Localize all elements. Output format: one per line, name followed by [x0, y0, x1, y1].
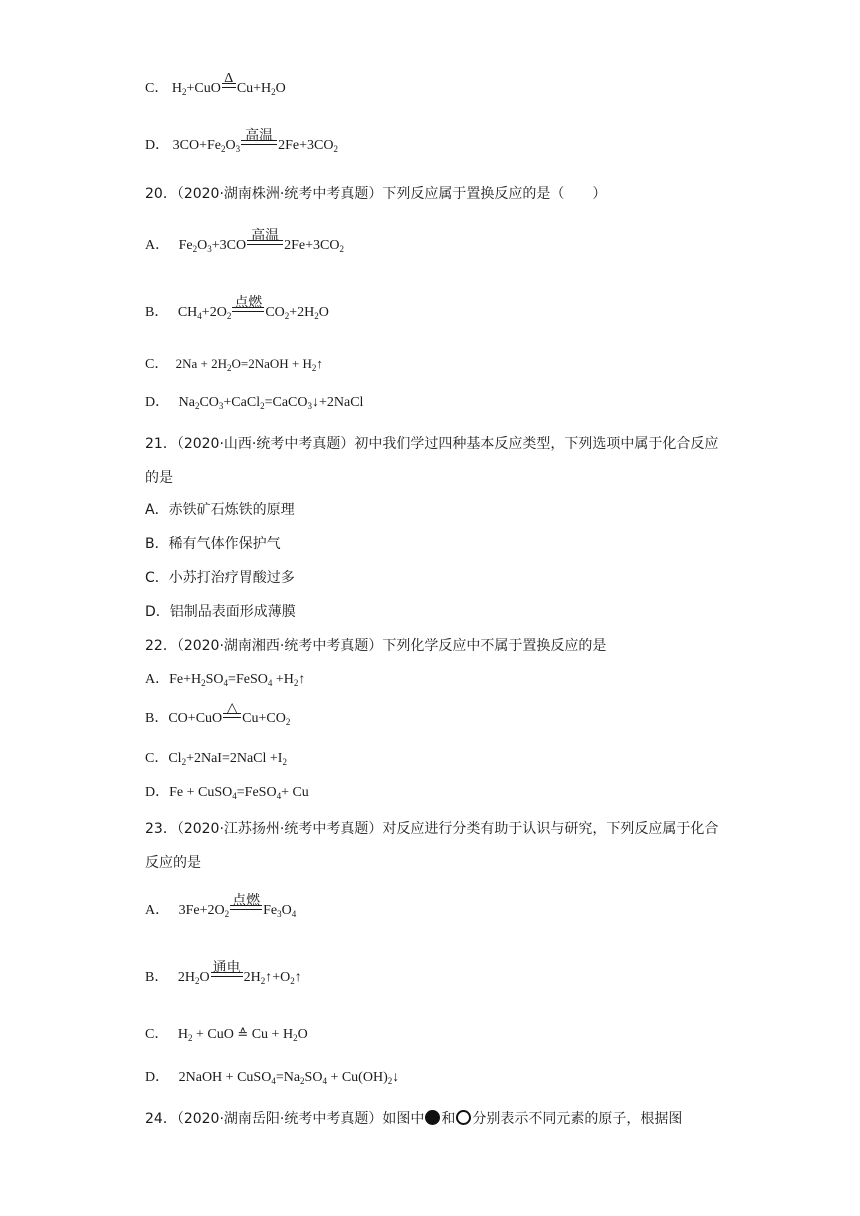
q22-option-b: B．CO+CuO △ $Cu+CO_2$	[145, 701, 291, 727]
up-arrow-icon: ↑	[265, 970, 273, 985]
heat-condition: Δ	[222, 79, 236, 99]
q21-option-c: C．小苏打治疗胃酸过多	[145, 570, 295, 586]
option-c-prev: C． $H_2+CuO$ Δ $Cu+H_2O$	[145, 71, 286, 97]
ignite-condition: 点燃	[234, 295, 263, 311]
q20-option-b: B． $CH_4+2O_2$ 点燃 $CO_2+2H_2O$	[145, 295, 329, 321]
q23-option-b: B． $2H_2O$ 通电 $2H_2↑+O_2↑$	[145, 960, 302, 986]
ignite-condition: 点燃	[232, 893, 261, 909]
q22-option-c: C．$Cl_2+2NaI=2NaCl +I_2$	[145, 751, 287, 767]
hollow-atom-icon	[456, 1110, 471, 1125]
option-d-prev: D． $3CO+Fe_2O_3$ 高温 $2Fe+3CO_2$	[145, 128, 338, 154]
up-arrow-icon: ↑	[294, 970, 302, 985]
up-arrow-icon: ↑	[298, 672, 306, 687]
heat-condition: △	[223, 709, 241, 729]
down-arrow-icon: ↓	[392, 1070, 400, 1085]
question-23-stem: 23．（2020·江苏扬州·统考中考真题）对反应进行分类有助于认识与研究，下列反应属于化合反应的是	[145, 821, 719, 871]
up-arrow-icon: ↑	[316, 356, 323, 371]
q23-option-a: A． $3Fe+2O_2$ 点燃 $Fe_3O_4$	[145, 893, 297, 919]
q21-option-d: D．铝制品表面形成薄膜	[145, 604, 296, 620]
q20-option-d: D． $Na_2CO_3+CaCl_2=CaCO_3↓+2NaCl$	[145, 395, 364, 411]
question-20-stem: 20．（2020·湖南株洲·统考中考真题）下列反应属于置换反应的是（ ）	[145, 186, 607, 202]
question-24-stem: 24．（2020·湖南岳阳·统考中考真题）如图中 和 分别表示不同元素的原子，根据图	[145, 1111, 683, 1127]
question-21-stem: 21．（2020·山西·统考中考真题）初中我们学过四种基本反应类型，下列选项中属于化合反应的是	[145, 436, 719, 486]
question-22-stem: 22．（2020·湖南湘西·统考中考真题）下列化学反应中不属于置换反应的是	[145, 638, 607, 654]
q20-option-c: C． $2Na + 2H_2O=2NaOH$ + $H_2↑$	[145, 356, 323, 373]
high-temp-condition: 高温	[241, 136, 277, 156]
q23-option-d: D． 2NaOH + $CuSO_4=Na_2SO_4$ + $Cu(OH)_2↓$	[145, 1070, 400, 1086]
high-temp-condition: 高温	[247, 236, 283, 256]
filled-atom-icon	[425, 1110, 440, 1125]
q20-option-a: A． $Fe_2O_3+3CO$ 高温 $2Fe+3CO_2$	[145, 228, 344, 254]
q23-option-c: C． $H_2$ + CuO ≙ $Cu + H_2O$	[145, 1026, 308, 1043]
q22-option-a: A．$Fe+H_2SO_4=FeSO_4$ $+H_2↑$	[145, 672, 306, 688]
q21-option-a: A．赤铁矿石炼铁的原理	[145, 502, 295, 518]
down-arrow-icon: ↓	[312, 395, 319, 410]
electrolysis-condition: 通电	[212, 960, 241, 976]
q22-option-d: D．Fe + CuSO$_4$=FeSO$_4$+ Cu	[145, 785, 309, 801]
heat-equals-symbol: ≙	[237, 1026, 249, 1041]
q21-option-b: B．稀有气体作保护气	[145, 536, 281, 552]
